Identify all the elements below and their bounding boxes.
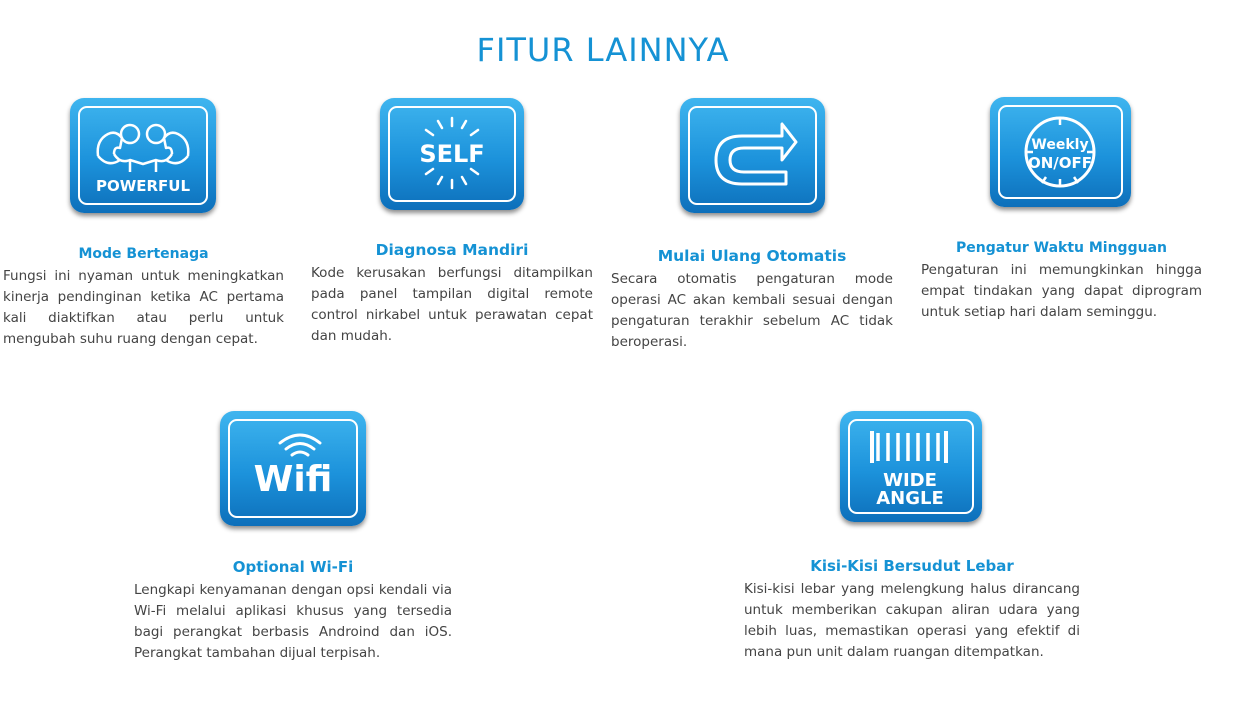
wide-icon-label: WIDE — [883, 470, 937, 491]
page-title: FITUR LAINNYA — [476, 31, 730, 70]
feature-title-pengatur-waktu-mingguan: Pengatur Waktu Mingguan — [956, 240, 1167, 256]
feature-desc-pengatur-waktu-mingguan: Pengaturan ini memungkinkan hingga empat tindakan yang dapat diprogram untuk setiap hari dalam seminggu. — [921, 262, 1202, 320]
self-icon-label: SELF — [419, 140, 485, 168]
powerful-icon-label: POWERFUL — [95, 177, 191, 195]
angle-icon-label: ANGLE — [876, 488, 944, 509]
wifi-icon — [220, 411, 366, 526]
feature-desc-mulai-ulang-otomatis: Secara otomatis pengaturan mode operasi AC akan kembali sesuai dengan pengaturan terakhir sebelum AC tidak beroperasi. — [611, 271, 893, 350]
feature-title-optional-wifi: Optional Wi-Fi — [232, 558, 354, 576]
feature-title-mode-bertenaga: Mode Bertenaga — [78, 246, 209, 262]
feature-desc-mode-bertenaga: Fungsi ini nyaman untuk meningkatkan kinerja pendinginan ketika AC pertama kali diaktifkan atau perlu untuk mengubah suhu ruang dengan cepat. — [3, 268, 284, 347]
wide-angle-icon — [840, 411, 982, 522]
self-diagnosis-icon — [380, 98, 524, 210]
weekly-timer-icon — [990, 97, 1131, 207]
powerful-icon — [70, 98, 216, 213]
feature-desc-diagnosa-mandiri: Kode kerusakan berfungsi ditampilkan pada panel tampilan digital remote control nirkabel untuk perawatan cepat dan mudah. — [311, 265, 593, 344]
feature-title-mulai-ulang-otomatis: Mulai Ulang Otomatis — [657, 247, 847, 265]
feature-desc-optional-wifi: Lengkapi kenyamanan dengan opsi kendali via Wi-Fi melalui aplikasi khusus yang tersedia bagi perangkat berbasis Androind dan iOS. Perangkat tambahan dijual terpisah. — [134, 582, 452, 661]
weekly-icon-label: Weekly — [1031, 137, 1089, 153]
feature-title-kisi-kisi-bersudut-lebar: Kisi-Kisi Bersudut Lebar — [810, 557, 1014, 575]
wifi-icon-label: Wifi — [253, 459, 333, 500]
feature-title-diagnosa-mandiri: Diagnosa Mandiri — [375, 241, 529, 259]
auto-restart-icon — [680, 98, 825, 213]
feature-desc-kisi-kisi-bersudut-lebar: Kisi-kisi lebar yang melengkung halus dirancang untuk memberikan cakupan aliran udara yang lebih luas, memastikan operasi yang efektif di mana pun unit dalam ruangan ditempatkan. — [744, 581, 1080, 660]
on-off-icon-label: ON/OFF — [1027, 154, 1093, 172]
